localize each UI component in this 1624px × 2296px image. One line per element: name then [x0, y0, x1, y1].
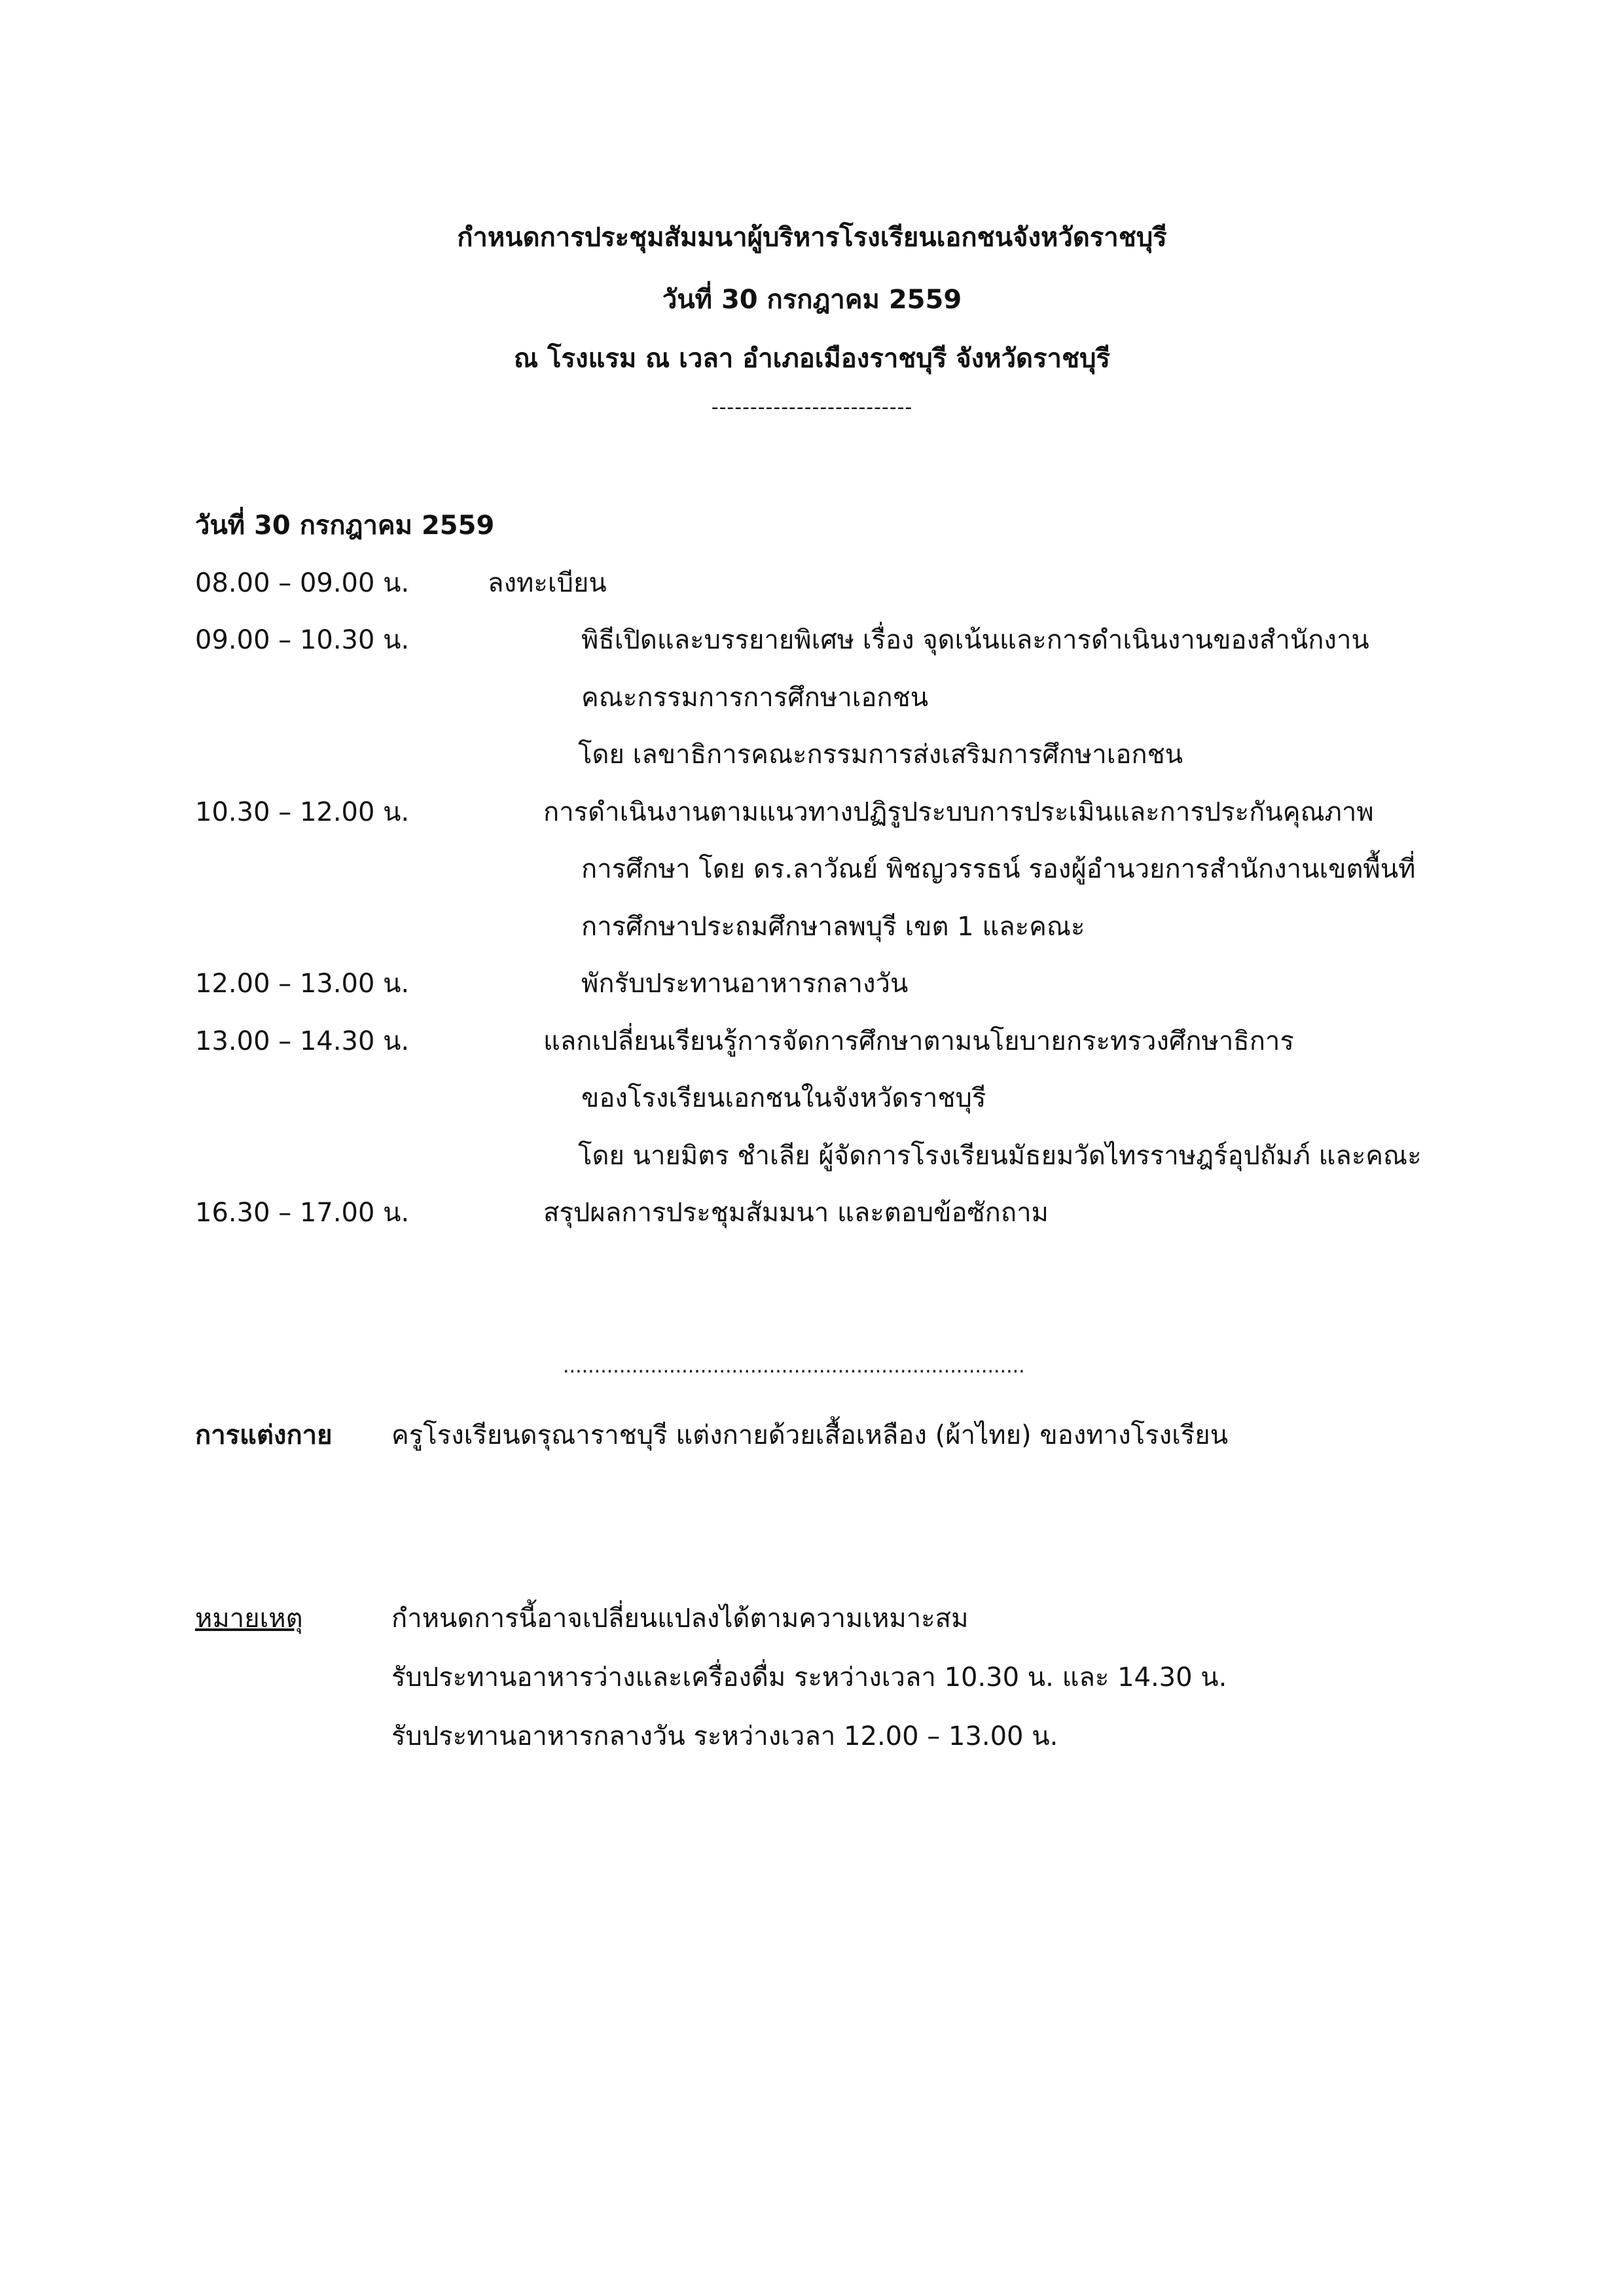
remarks-line: รับประทานอาหารว่างและเครื่องดื่ม ระหว่างเวลา 10.30 น. และ 14.30 น. — [391, 1662, 1227, 1693]
schedule-time: 12.00 – 13.00 น. — [195, 969, 410, 999]
document-date: วันที่ 30 กรกฎาคม 2559 — [662, 285, 962, 315]
dress-text: ครูโรงเรียนดรุณาราชบุรี แต่งกายด้วยเสื้อเหลือง (ผ้าไทย) ของทางโรงเรียน — [391, 1420, 1229, 1450]
schedule-time: 16.30 – 17.00 น. — [195, 1198, 410, 1228]
schedule-time: 10.30 – 12.00 น. — [195, 797, 410, 827]
remarks-line: กำหนดการนี้อาจเปลี่ยนแปลงได้ตามความเหมาะสม — [391, 1604, 969, 1634]
schedule-item: พิธีเปิดและบรรยายพิเศษ เรื่อง จุดเน้นและการดำเนินงานของสำนักงาน — [581, 625, 1369, 655]
schedule-item-cont: คณะกรรมการการศึกษาเอกชน — [581, 683, 929, 713]
schedule-time: 09.00 – 10.30 น. — [195, 625, 410, 655]
dotted-separator: .......................................................................... — [563, 1355, 1025, 1378]
document-venue: ณ โรงแรม ณ เวลา อำเภอเมืองราชบุรี จังหวัดราชบุรี — [514, 344, 1110, 374]
header-separator: -------------------------- — [711, 396, 913, 419]
schedule-item-cont: ของโรงเรียนเอกชนในจังหวัดราชบุรี — [581, 1083, 986, 1113]
schedule-item: พักรับประทานอาหารกลางวัน — [581, 969, 909, 999]
remarks-line: รับประทานอาหารกลางวัน ระหว่างเวลา 12.00 – 13.00 น. — [391, 1721, 1058, 1751]
schedule-item-cont: โดย นายมิตร ชำเลีย ผู้จัดการโรงเรียนมัธยมวัดไทรราษฎร์อุปถัมภ์ และคณะ — [578, 1141, 1422, 1171]
schedule-item: ลงทะเบียน — [488, 568, 607, 598]
remarks-label: หมายเหตุ — [195, 1604, 303, 1634]
dress-label: การแต่งกาย — [195, 1420, 333, 1450]
schedule-item-cont: การศึกษาประถมศึกษาลพบุรี เขต 1 และคณะ — [581, 912, 1085, 942]
schedule-time: 13.00 – 14.30 น. — [195, 1026, 410, 1056]
schedule-time: 08.00 – 09.00 น. — [195, 568, 410, 598]
schedule-item: การดำเนินงานตามแนวทางปฏิรูประบบการประเมินและการประกันคุณภาพ — [543, 797, 1374, 827]
schedule-item: สรุปผลการประชุมสัมมนา และตอบข้อซักถาม — [543, 1198, 1049, 1228]
schedule-item-cont: โดย เลขาธิการคณะกรรมการส่งเสริมการศึกษาเอกชน — [578, 740, 1183, 770]
schedule-item: แลกเปลี่ยนเรียนรู้การจัดการศึกษาตามนโยบายกระทรวงศึกษาธิการ — [543, 1026, 1294, 1056]
document-title: กำหนดการประชุมสัมมนาผู้บริหารโรงเรียนเอกชนจังหวัดราชบุรี — [457, 223, 1167, 253]
schedule-item-cont: การศึกษา โดย ดร.ลาวัณย์ พิชญวรรธน์ รองผู้อำนวยการสำนักงานเขตพื้นที่ — [581, 854, 1416, 884]
day-heading: วันที่ 30 กรกฎาคม 2559 — [195, 511, 495, 541]
